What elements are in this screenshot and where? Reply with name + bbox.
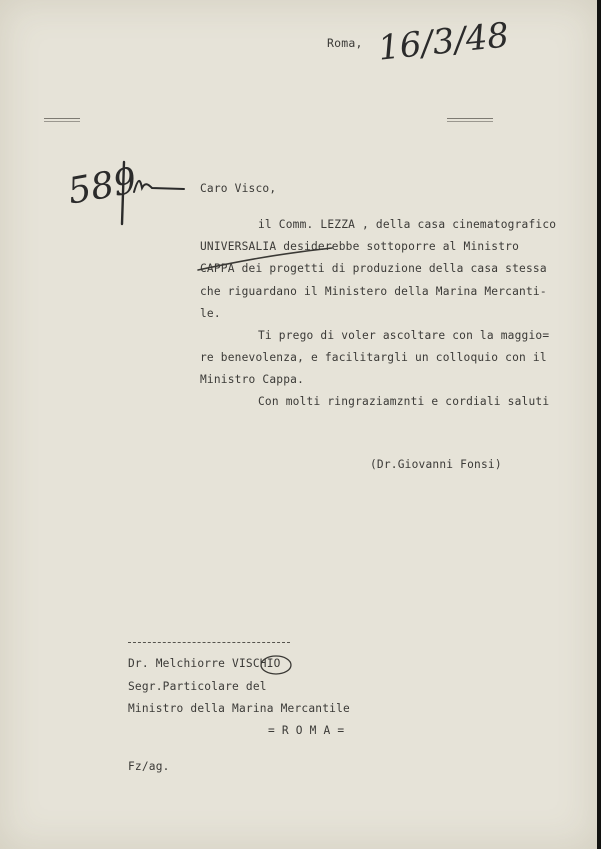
margin-rule-left [44, 118, 80, 119]
body-line-6: Ti prego di voler ascoltare con la maggio= [258, 329, 550, 342]
recipient-line-1: Dr. Melchiorre VISCHIO [128, 657, 281, 670]
scan-edge [597, 0, 601, 849]
recipient-line-4: = R O M A = [268, 724, 345, 737]
reference-initials: Fz/ag. [128, 760, 170, 773]
recipient-line-2: Segr.Particolare del [128, 680, 267, 693]
handwritten-flourish-icon [118, 158, 208, 228]
handwritten-date: 16/3/48 [376, 15, 511, 69]
body-line-2: UNIVERSALIA desiderebbe sottoporre al Ministro [200, 240, 520, 253]
body-line-3: CAPPA dei progetti di produzione della casa stessa [200, 262, 547, 275]
handwritten-protocol-number: 589 [64, 160, 140, 213]
margin-rule-right-2 [447, 121, 493, 122]
body-line-5: le. [200, 307, 221, 320]
body-line-9: Con molti ringraziamznti e cordiali saluti [258, 395, 550, 408]
pen-circle-mark [258, 653, 294, 677]
margin-rule-left-2 [44, 121, 80, 122]
body-line-4: che riguardano il Ministero della Marina Mercanti- [200, 285, 547, 298]
signature: (Dr.Giovanni Fonsi) [370, 458, 502, 471]
salutation: Caro Visco, [200, 182, 277, 195]
recipient-separator [128, 642, 290, 643]
place-label: Roma, [327, 36, 363, 50]
recipient-line-3: Ministro della Marina Mercantile [128, 702, 350, 715]
pen-stroke-mark [196, 246, 336, 276]
body-line-8: Ministro Cappa. [200, 373, 305, 386]
body-line-1: il Comm. LEZZA , della casa cinematografico [258, 218, 557, 231]
body-line-7: re benevolenza, e facilitargli un colloquio con il [200, 351, 547, 364]
margin-rule-right [447, 118, 493, 119]
